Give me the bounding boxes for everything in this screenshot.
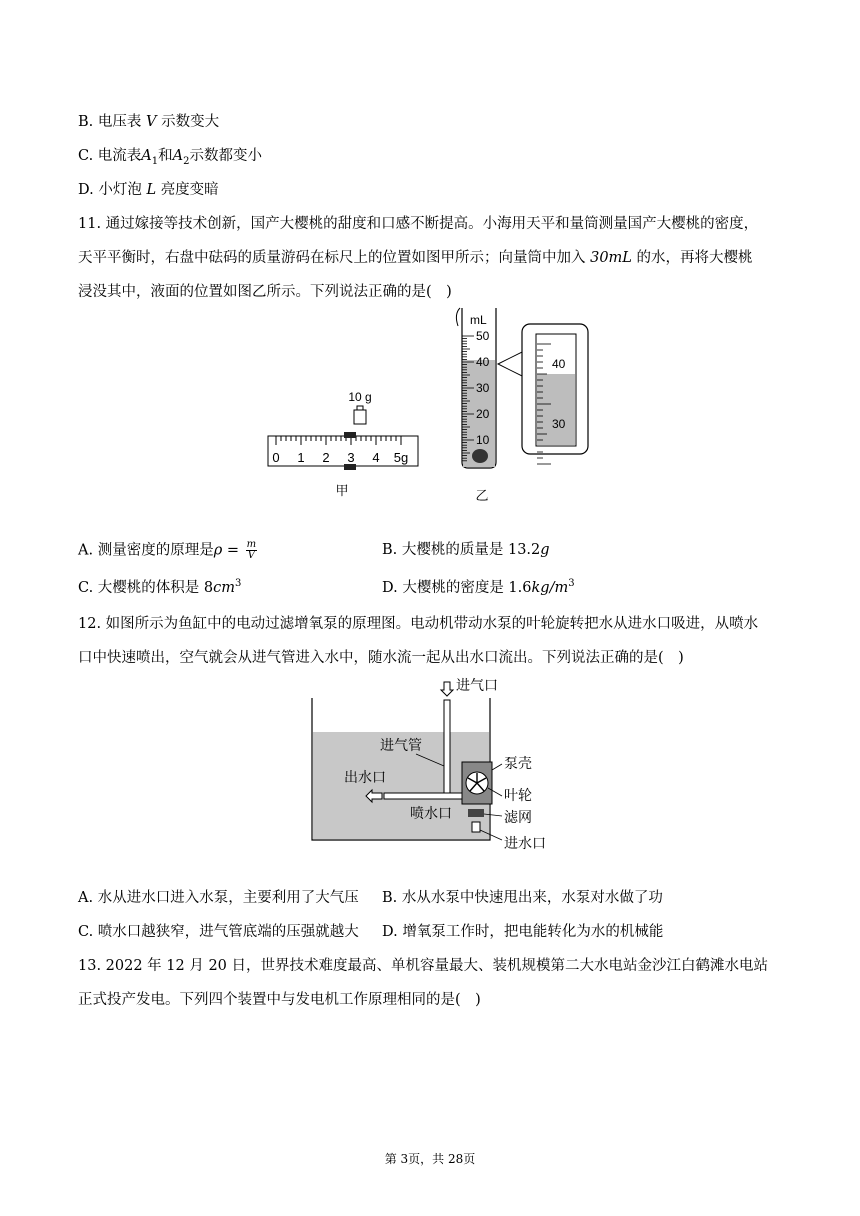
q12-option-a: A. 水从进水口进入水泵，主要利用了大气压 bbox=[78, 890, 359, 906]
balance-scale-figure bbox=[262, 382, 426, 502]
scale-label: 4 bbox=[372, 450, 380, 465]
scale-label: 1 bbox=[297, 450, 305, 465]
q11-option-d: D. 大樱桃的密度是 $1.6kg/m^3$ bbox=[382, 578, 575, 596]
q10-option-c: C. 电流表$A_1$和$A_2$示数都变小 bbox=[78, 148, 263, 167]
q12-option-d: D. 增氧泵工作时，把电能转化为水的机械能 bbox=[382, 924, 664, 940]
q12-option-b: B. 水从水泵中快速甩出来，水泵对水做了功 bbox=[382, 890, 663, 906]
caption-jia: 甲 bbox=[335, 483, 349, 498]
q11-stem-line1: 11. 通过嫁接等技术创新，国产大樱桃的甜度和口感不断提高。小海用天平和量筒测量国产大樱桃的密度， bbox=[78, 216, 759, 232]
scale-label: 3 bbox=[347, 450, 355, 465]
page-footer: 第 3页，共 28页 bbox=[384, 1152, 476, 1166]
cylinder-unit: mL bbox=[470, 313, 487, 327]
q12-stem-line1: 12. 如图所示为鱼缸中的电动过滤增氧泵的原理图。电动机带动水泵的叶轮旋转把水从进水口吸进，从喷水 bbox=[78, 616, 759, 632]
q11-option-b: B. 大樱桃的质量是 13.2g bbox=[382, 542, 550, 558]
cylinder-label: 10 bbox=[476, 433, 490, 447]
q10-option-d: D. 小灯泡 L 亮度变暗 bbox=[78, 182, 219, 198]
label-water-inlet: 进水口 bbox=[504, 835, 546, 851]
aquarium-pump-figure bbox=[306, 674, 566, 856]
cylinder-label: 40 bbox=[476, 355, 490, 369]
cylinder-label: 30 bbox=[476, 381, 490, 395]
scale-label: 5g bbox=[393, 450, 409, 465]
q13-stem-line1: 13. 2022 年 12 月 20 日，世界技术难度最高、单机容量最大、装机规模第二大水电站金沙江白鹤滩水电站 bbox=[78, 958, 769, 974]
label-nozzle: 喷水口 bbox=[410, 805, 452, 821]
density-fraction: $\frac{m}{V}$ bbox=[246, 539, 257, 561]
label-water-outlet: 出水口 bbox=[344, 769, 386, 785]
zoom-label-30: 30 bbox=[552, 417, 566, 431]
zoom-label-40: 40 bbox=[552, 357, 566, 371]
label-filter: 滤网 bbox=[504, 809, 532, 825]
q11-option-c: C. 大樱桃的体积是 $8cm^3$ bbox=[78, 578, 242, 596]
label-air-inlet: 进气口 bbox=[456, 677, 498, 693]
label-impeller: 叶轮 bbox=[504, 787, 532, 803]
graduated-cylinder-figure bbox=[440, 304, 596, 504]
label-pump-shell: 泵壳 bbox=[504, 755, 532, 771]
weight-label: 10 g bbox=[348, 390, 372, 404]
cylinder-label: 20 bbox=[476, 407, 490, 421]
caption-yi: 乙 bbox=[475, 488, 489, 503]
q12-stem-line2: 口中快速喷出，空气就会从进气管进入水中，随水流一起从出水口流出。下列说法正确的是( ) bbox=[78, 650, 684, 666]
q12-option-c: C. 喷水口越狭窄，进气管底端的压强就越大 bbox=[78, 924, 359, 940]
scale-label: 0 bbox=[272, 450, 280, 465]
label-air-pipe: 进气管 bbox=[380, 737, 422, 753]
cylinder-label: 50 bbox=[476, 329, 490, 343]
scale-label: 2 bbox=[322, 450, 330, 465]
q13-stem-line2: 正式投产发电。下列四个装置中与发电机工作原理相同的是( ) bbox=[78, 992, 481, 1008]
q11-option-a: A. 测量密度的原理是ρ = $\frac{m}{V}$ bbox=[78, 539, 257, 561]
q11-stem-line3: 浸没其中，液面的位置如图乙所示。下列说法正确的是( ) bbox=[78, 284, 452, 300]
q10-option-b: B. 电压表 V 示数变大 bbox=[78, 114, 220, 130]
q11-stem-line2: 天平平衡时，右盘中砝码的质量游码在标尺上的位置如图甲所示；向量筒中加入 30mL 的水，再将大樱桃 bbox=[78, 250, 753, 266]
